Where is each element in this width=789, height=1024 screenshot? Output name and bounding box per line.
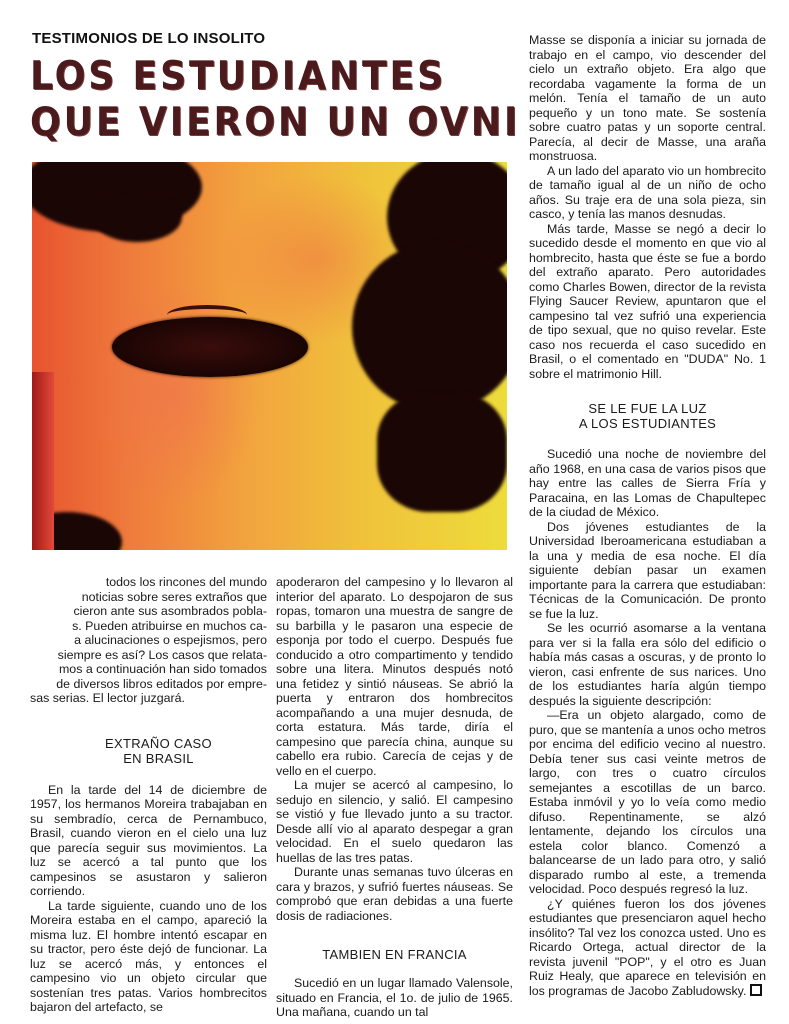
heading-line: EXTRAÑO CASO <box>105 735 212 751</box>
headline-line-2: QUE VIERON UN OVNI <box>30 100 521 145</box>
section-heading-luz <box>529 401 766 431</box>
paragraph: Más tarde, Masse se negó a decir lo sucedido desde el momento en que vio al hombrecito, hasta que éste se fue a bordo del extraño aparato. Pero autoridades como Charles Bowen, director de la revista Flying Saucer Review, apuntaron que el campesino tal vez sufrió una experiencia de tipo sexual, que no quiso revelar. Este caso nos recuerda el caso sucedido en Brasil, o el comentado en "DUDA" No. 1 sobre el matrimonio Hill. <box>529 221 766 381</box>
flying-saucer <box>112 317 308 377</box>
paragraph: La tarde siguiente, cuando uno de los Moreira estaba en el campo, apareció la misma luz. El hombre intentó escapar en su tractor, pero éste dejó de funcionar. La luz se acercó más, y entonces el campesino vio un objeto circular que sostenían tres patas. Varios hombrecitos bajaron del artefacto, se <box>30 898 267 1014</box>
intro-line: de diversos libros editados por empre- <box>56 676 267 691</box>
paragraph: Sucedió una noche de noviembre del año 1968, en una casa de varios pisos que hay entre las calles de Sierra Fría y Paracaina, en las Lomas de Chapultepec de la ciudad de México. <box>529 447 766 519</box>
paragraph: Masse se disponía a iniciar su jornada de trabajo en el campo, vio descender del cielo un extraño objeto. Era algo que recordaba vagamente la forma de un melón. Tenía el tamaño de un auto pequeño y un tono mate. Se sostenía sobre cuatro patas y un soporte central. Parecía, al decir de Masse, una araña monstruosa. <box>529 33 766 163</box>
middle-column <box>276 575 513 1020</box>
tree-shadow <box>352 242 507 412</box>
paragraph: Sucedió en un lugar llamado Valensole, situado en Francia, el 1o. de julio de 1965. Una mañana, cuando un tal <box>276 976 513 1019</box>
section-heading-brasil <box>50 736 267 766</box>
paragraph-text: ¿Y quiénes fueron los dos jóvenes estudiantes que presenciaron aquel hecho insólito? Tal vez los conozca usted. Uno es Ricardo Ortega, actual director de la revista juvenil "POP", y el otro es Juan Ruiz Healy, que aparece en televisión en los programas de Jacobo Zabludowsky. <box>529 896 766 998</box>
headline-line-1: LOS ESTUDIANTES <box>30 54 447 99</box>
right-column <box>529 33 766 998</box>
left-column <box>30 575 267 1015</box>
paragraph: —Era un objeto alargado, como de puro, que se mantenía a unos ocho metros por encima del edificio vecino al nuestro. Debía tener sus casi veinte metros de largo, con tres o cuatro círculos semejantes a escotillas de un barco. Estaba inmóvil y yo lo veía como medio difuso. Repentinamente, se alzó lentamente, dejando los círculos una estela color blanco. Comenzó a balancearse de un lado para otro, y salió disparado rumbo al este, a tremenda velocidad. Poco después regresó la luz. <box>529 708 766 896</box>
paragraph: En la tarde del 14 de diciembre de 1957, los hermanos Moreira trabajaban en su sembradío, cerca de Pernambuco, Brasil, cuando vieron en el cielo una luz que parecía seguir sus movimientos. La luz se acercó a tal punto que los campesinos se asustaron y salieron corriendo. <box>30 782 267 898</box>
section-kicker: TESTIMONIOS DE LO INSOLITO <box>32 30 266 47</box>
heading-line: EN BRASIL <box>123 750 194 766</box>
paragraph: apoderaron del campesino y lo llevaron al interior del aparato. Lo despojaron de sus ropas, tomaron una muestra de sangre de su barbilla y le pasaron una especie de esponja por todo el cuerpo. Después fue conducido a otro compartimento y tendido sobre una litera. Minutos después notó una fetidez y sintió náuseas. Se abrió la puerta y entraron dos hombrecitos acompañando a una mujer desnuda, de corta estatura. Más tarde, diría el campesino que parecía china, aunque su cabello era rubio. Carecía de cejas y de vello en el cuerpo. <box>276 575 513 778</box>
intro-line: noticias sobre seres extraños que <box>81 589 267 604</box>
final-paragraph <box>529 897 766 999</box>
end-mark-icon <box>750 984 762 996</box>
intro-line: siempre es así? Los casos que relata- <box>57 647 267 662</box>
tree-shadow <box>377 392 507 512</box>
ufo-photo <box>32 162 507 550</box>
intro-line: s. Pueden atribuirse en muchos ca- <box>72 618 267 633</box>
paragraph: Se les ocurrió asomarse a la ventana para ver si la falla era sólo del edificio o había más casas a oscuras, y de pronto lo vieron, casi enfrente de sus narices. Uno de los estudiantes haría algún tiempo después la siguiente descripción: <box>529 621 766 708</box>
tree-shadow <box>92 192 182 242</box>
intro-line: cieron ante sus asombrados pobla- <box>73 604 267 618</box>
paragraph: La mujer se acercó al campesino, lo sedujo en silencio, y salió. El campesino se vistió y fue llevado junto a su tractor. Desde allí vio al aparato despegar a gran velocidad. En el suelo quedaron las huellas de las tres patas. <box>276 778 513 865</box>
article-headline <box>30 54 520 146</box>
building-edge <box>32 372 54 550</box>
intro-line: todos los rincones del mundo <box>105 575 267 589</box>
paragraph: Durante unas semanas tuvo úlceras en cara y brazos, y sufrió fuertes náuseas. Se comprobó que eran debidas a una fuerte dosis de radiaciones. <box>276 865 513 923</box>
section-heading-francia: TAMBIEN EN FRANCIA <box>322 947 467 962</box>
intro-line: mos a continuación han sido tomados <box>58 662 267 676</box>
heading-line: A LOS ESTUDIANTES <box>578 416 717 431</box>
intro-line: sas serias. El lector juzgará. <box>30 691 185 705</box>
intro-text <box>30 575 267 706</box>
intro-line: a alucinaciones o espejismos, pero <box>74 633 267 647</box>
paragraph: Dos jóvenes estudiantes de la Universidad Iberoamericana estudiaban a la una y media de esa noche. El día siguiente debían pasar un examen importante para la carrera que estudiaban: Técnicas de la Comunicación. De pronto se fue la luz. <box>529 519 766 621</box>
paragraph: A un lado del aparato vio un hombrecito de tamaño igual al de un niño de ocho años. Su traje era de una sola pieza, sin casco, y tenía las manos desnudas. <box>529 163 766 221</box>
heading-line: SE LE FUE LA LUZ <box>588 401 707 416</box>
